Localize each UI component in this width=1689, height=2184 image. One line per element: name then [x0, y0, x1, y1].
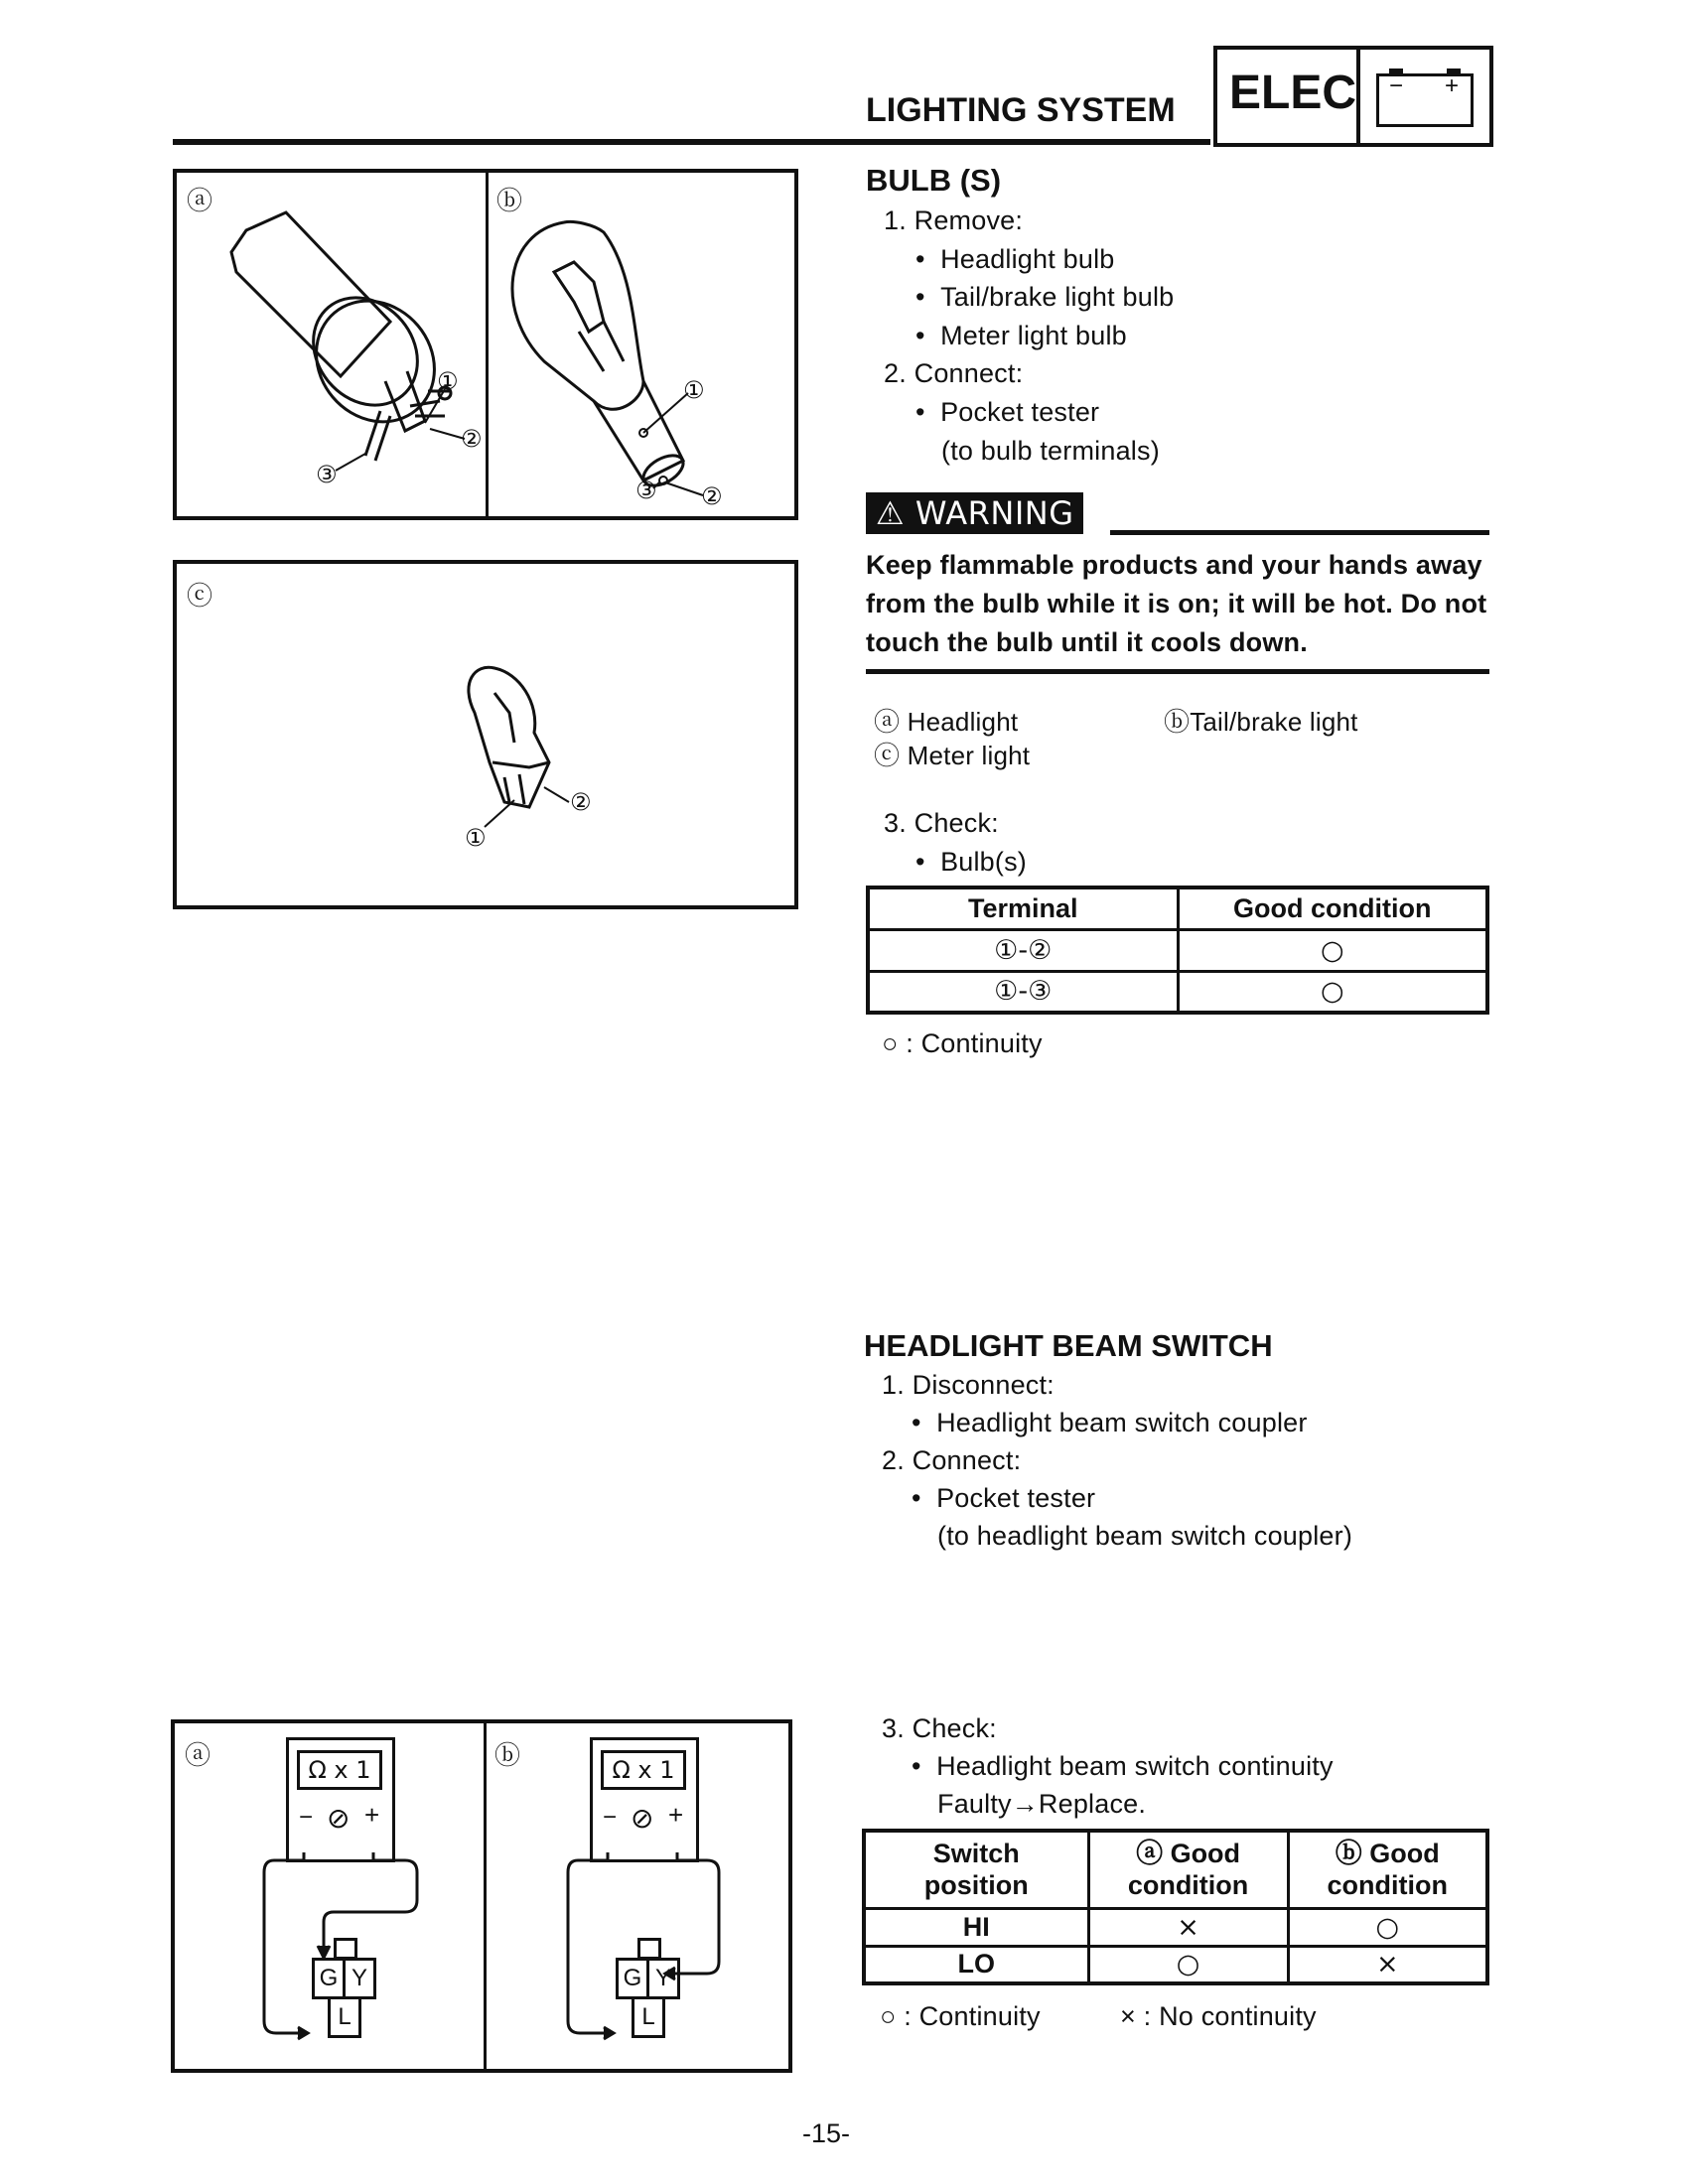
table-cell: ○ — [1288, 1908, 1487, 1946]
figure-label-a: ⓐ — [185, 1741, 211, 1771]
table-cell: × — [1288, 1946, 1487, 1983]
bulb-step1-item: • Tail/brake light bulb — [915, 282, 1175, 312]
bulb-table-note: ○ : Continuity — [882, 1028, 1043, 1058]
legend-tail-brake: ⓑTail/brake light — [1164, 707, 1358, 737]
meter-plus-icon: + — [364, 1800, 380, 1830]
switch-check-figure — [171, 1719, 792, 2073]
coupler-pin-g — [312, 1958, 346, 1999]
beam-switch-table — [862, 1829, 1489, 1985]
meter-bulb-illustration — [177, 564, 794, 905]
coupler-pin-y — [646, 1958, 680, 1999]
warning-text: Keep flammable products and your hands away from the bulb while it is on; it will be hot. Do not touch the bulb until it cools down. — [866, 550, 1487, 657]
coupler-y-label: Y — [654, 1965, 671, 1991]
coupler-l-label: L — [641, 2003, 655, 2030]
warning-icon: ⚠ — [876, 494, 906, 532]
bulb-step2-item-text: Pocket tester — [940, 397, 1100, 427]
bulb-figure-c — [173, 560, 798, 909]
beam-step3-note: Faulty→Replace. — [937, 1789, 1147, 1819]
battery-minus-icon: − — [1389, 72, 1404, 99]
battery-plus-icon: + — [1445, 72, 1460, 99]
callout-2-a: ② — [461, 425, 483, 453]
elec-tag-divider — [1356, 50, 1360, 143]
callout-1-b: ① — [683, 376, 705, 404]
coupler-latch — [637, 1938, 661, 1960]
bulb-step1-item-text: Headlight bulb — [940, 244, 1115, 274]
coupler-pin-l — [328, 1996, 361, 2038]
bulb-figure-ab — [173, 169, 798, 520]
beam-note-no-continuity: × : No continuity — [1120, 2001, 1317, 2031]
figure-label-c: ⓒ — [187, 582, 213, 612]
callout-3-b: ③ — [635, 477, 657, 504]
warning-badge — [866, 492, 1083, 534]
warning-bottom-rule — [866, 669, 1489, 674]
headlight-bulb-illustration — [177, 173, 794, 516]
table-cell: HI — [864, 1908, 1088, 1946]
table-cell: ①-③ — [868, 971, 1178, 1013]
tester-wiring — [175, 1723, 788, 2069]
coupler-latch — [334, 1938, 357, 1960]
bulb-step1-item: • Headlight bulb — [915, 244, 1115, 274]
table-row — [868, 929, 1487, 971]
table-cell: × — [1088, 1908, 1288, 1946]
beam-step3: 3. Check: — [882, 1713, 997, 1743]
coupler-b — [608, 1928, 689, 2059]
page-number: -15- — [802, 2118, 851, 2148]
warning-label: WARNING — [915, 494, 1074, 532]
beam-step2-note: (to headlight beam switch coupler) — [937, 1521, 1353, 1551]
table-header: ⓑ Good condition — [1288, 1831, 1487, 1908]
bulb-step1-item-text: Tail/brake light bulb — [940, 282, 1175, 312]
table-cell: ○ — [1178, 971, 1487, 1013]
figure-label-b: ⓑ — [496, 187, 523, 216]
elec-tag-box — [1213, 46, 1493, 147]
battery-icon — [1376, 73, 1474, 127]
section-title: LIGHTING SYSTEM — [866, 91, 1176, 129]
coupler-pin-y — [343, 1958, 376, 1999]
table-header: ⓐ Good condition — [1088, 1831, 1288, 1908]
coupler-y-label: Y — [351, 1965, 367, 1991]
warning-top-rule — [1110, 530, 1489, 535]
beam-step2-item: • Pocket tester — [912, 1483, 1096, 1513]
table-header: Switch position — [864, 1831, 1088, 1908]
coupler-g-label: G — [319, 1965, 339, 1991]
bulb-step2-note: (to bulb terminals) — [941, 436, 1160, 466]
bulb-step1-item-text: Meter light bulb — [940, 321, 1127, 350]
meter-range: Ω x 1 — [612, 1756, 675, 1784]
table-row — [864, 1946, 1487, 1983]
table-cell: ○ — [1088, 1946, 1288, 1983]
figure-label-b: ⓑ — [494, 1741, 521, 1771]
beam-note-continuity: ○ : Continuity — [880, 2001, 1041, 2031]
beam-step1-item: • Headlight beam switch coupler — [912, 1408, 1308, 1437]
bulb-step1: 1. Remove: — [884, 205, 1024, 235]
meter-minus-icon: − — [603, 1804, 618, 1831]
coupler-pin-g — [616, 1958, 649, 1999]
callout-2-c: ② — [570, 788, 592, 816]
table-cell: LO — [864, 1946, 1088, 1983]
meter-dial-icon: ⊘ — [631, 1803, 654, 1834]
beam-step1: 1. Disconnect: — [882, 1370, 1055, 1400]
beam-step3-item: • Headlight beam switch continuity — [912, 1751, 1334, 1781]
coupler-g-label: G — [623, 1965, 642, 1991]
table-header: Terminal — [868, 887, 1178, 929]
bulb-step3-item: • Bulb(s) — [915, 847, 1027, 877]
beam-step2: 2. Connect: — [882, 1445, 1022, 1475]
meter-dial-icon: ⊘ — [327, 1803, 351, 1834]
figure-label-a: ⓐ — [187, 187, 213, 216]
table-row — [868, 971, 1487, 1013]
bulb-step3: 3. Check: — [884, 808, 999, 838]
table-cell: ①-② — [868, 929, 1178, 971]
bulb-section-title: BULB (S) — [866, 163, 1002, 198]
meter-minus-icon: − — [299, 1804, 314, 1831]
callout-1-a: ① — [437, 367, 459, 395]
table-row — [864, 1908, 1487, 1946]
legend-meter: ⓒ Meter light — [874, 741, 1031, 770]
beam-step2-item-text: Pocket tester — [936, 1483, 1096, 1513]
coupler-pin-l — [632, 1996, 665, 2038]
beam-step3-item-text: Headlight beam switch continuity — [936, 1751, 1334, 1781]
bulb-check-table — [866, 886, 1489, 1015]
beam-section-title: HEADLIGHT BEAM SWITCH — [864, 1328, 1273, 1363]
table-cell: ○ — [1178, 929, 1487, 971]
callout-3-a: ③ — [316, 461, 338, 488]
table-header: Good condition — [1178, 887, 1487, 929]
coupler-l-label: L — [338, 2003, 352, 2030]
meter-range: Ω x 1 — [308, 1756, 371, 1784]
bulb-step2-item: • Pocket tester — [915, 397, 1100, 427]
elec-tag: ELEC — [1229, 67, 1357, 119]
coupler-a — [304, 1928, 385, 2059]
bulb-step2: 2. Connect: — [884, 358, 1024, 388]
bulb-step1-item: • Meter light bulb — [915, 321, 1127, 350]
callout-1-c: ① — [465, 824, 487, 852]
legend-headlight: ⓐ Headlight — [874, 707, 1019, 737]
callout-2-b: ② — [701, 482, 723, 510]
bulb-step3-item-text: Bulb(s) — [940, 847, 1027, 877]
beam-step1-item-text: Headlight beam switch coupler — [936, 1408, 1308, 1437]
meter-plus-icon: + — [668, 1800, 684, 1830]
header-rule — [173, 139, 1210, 145]
